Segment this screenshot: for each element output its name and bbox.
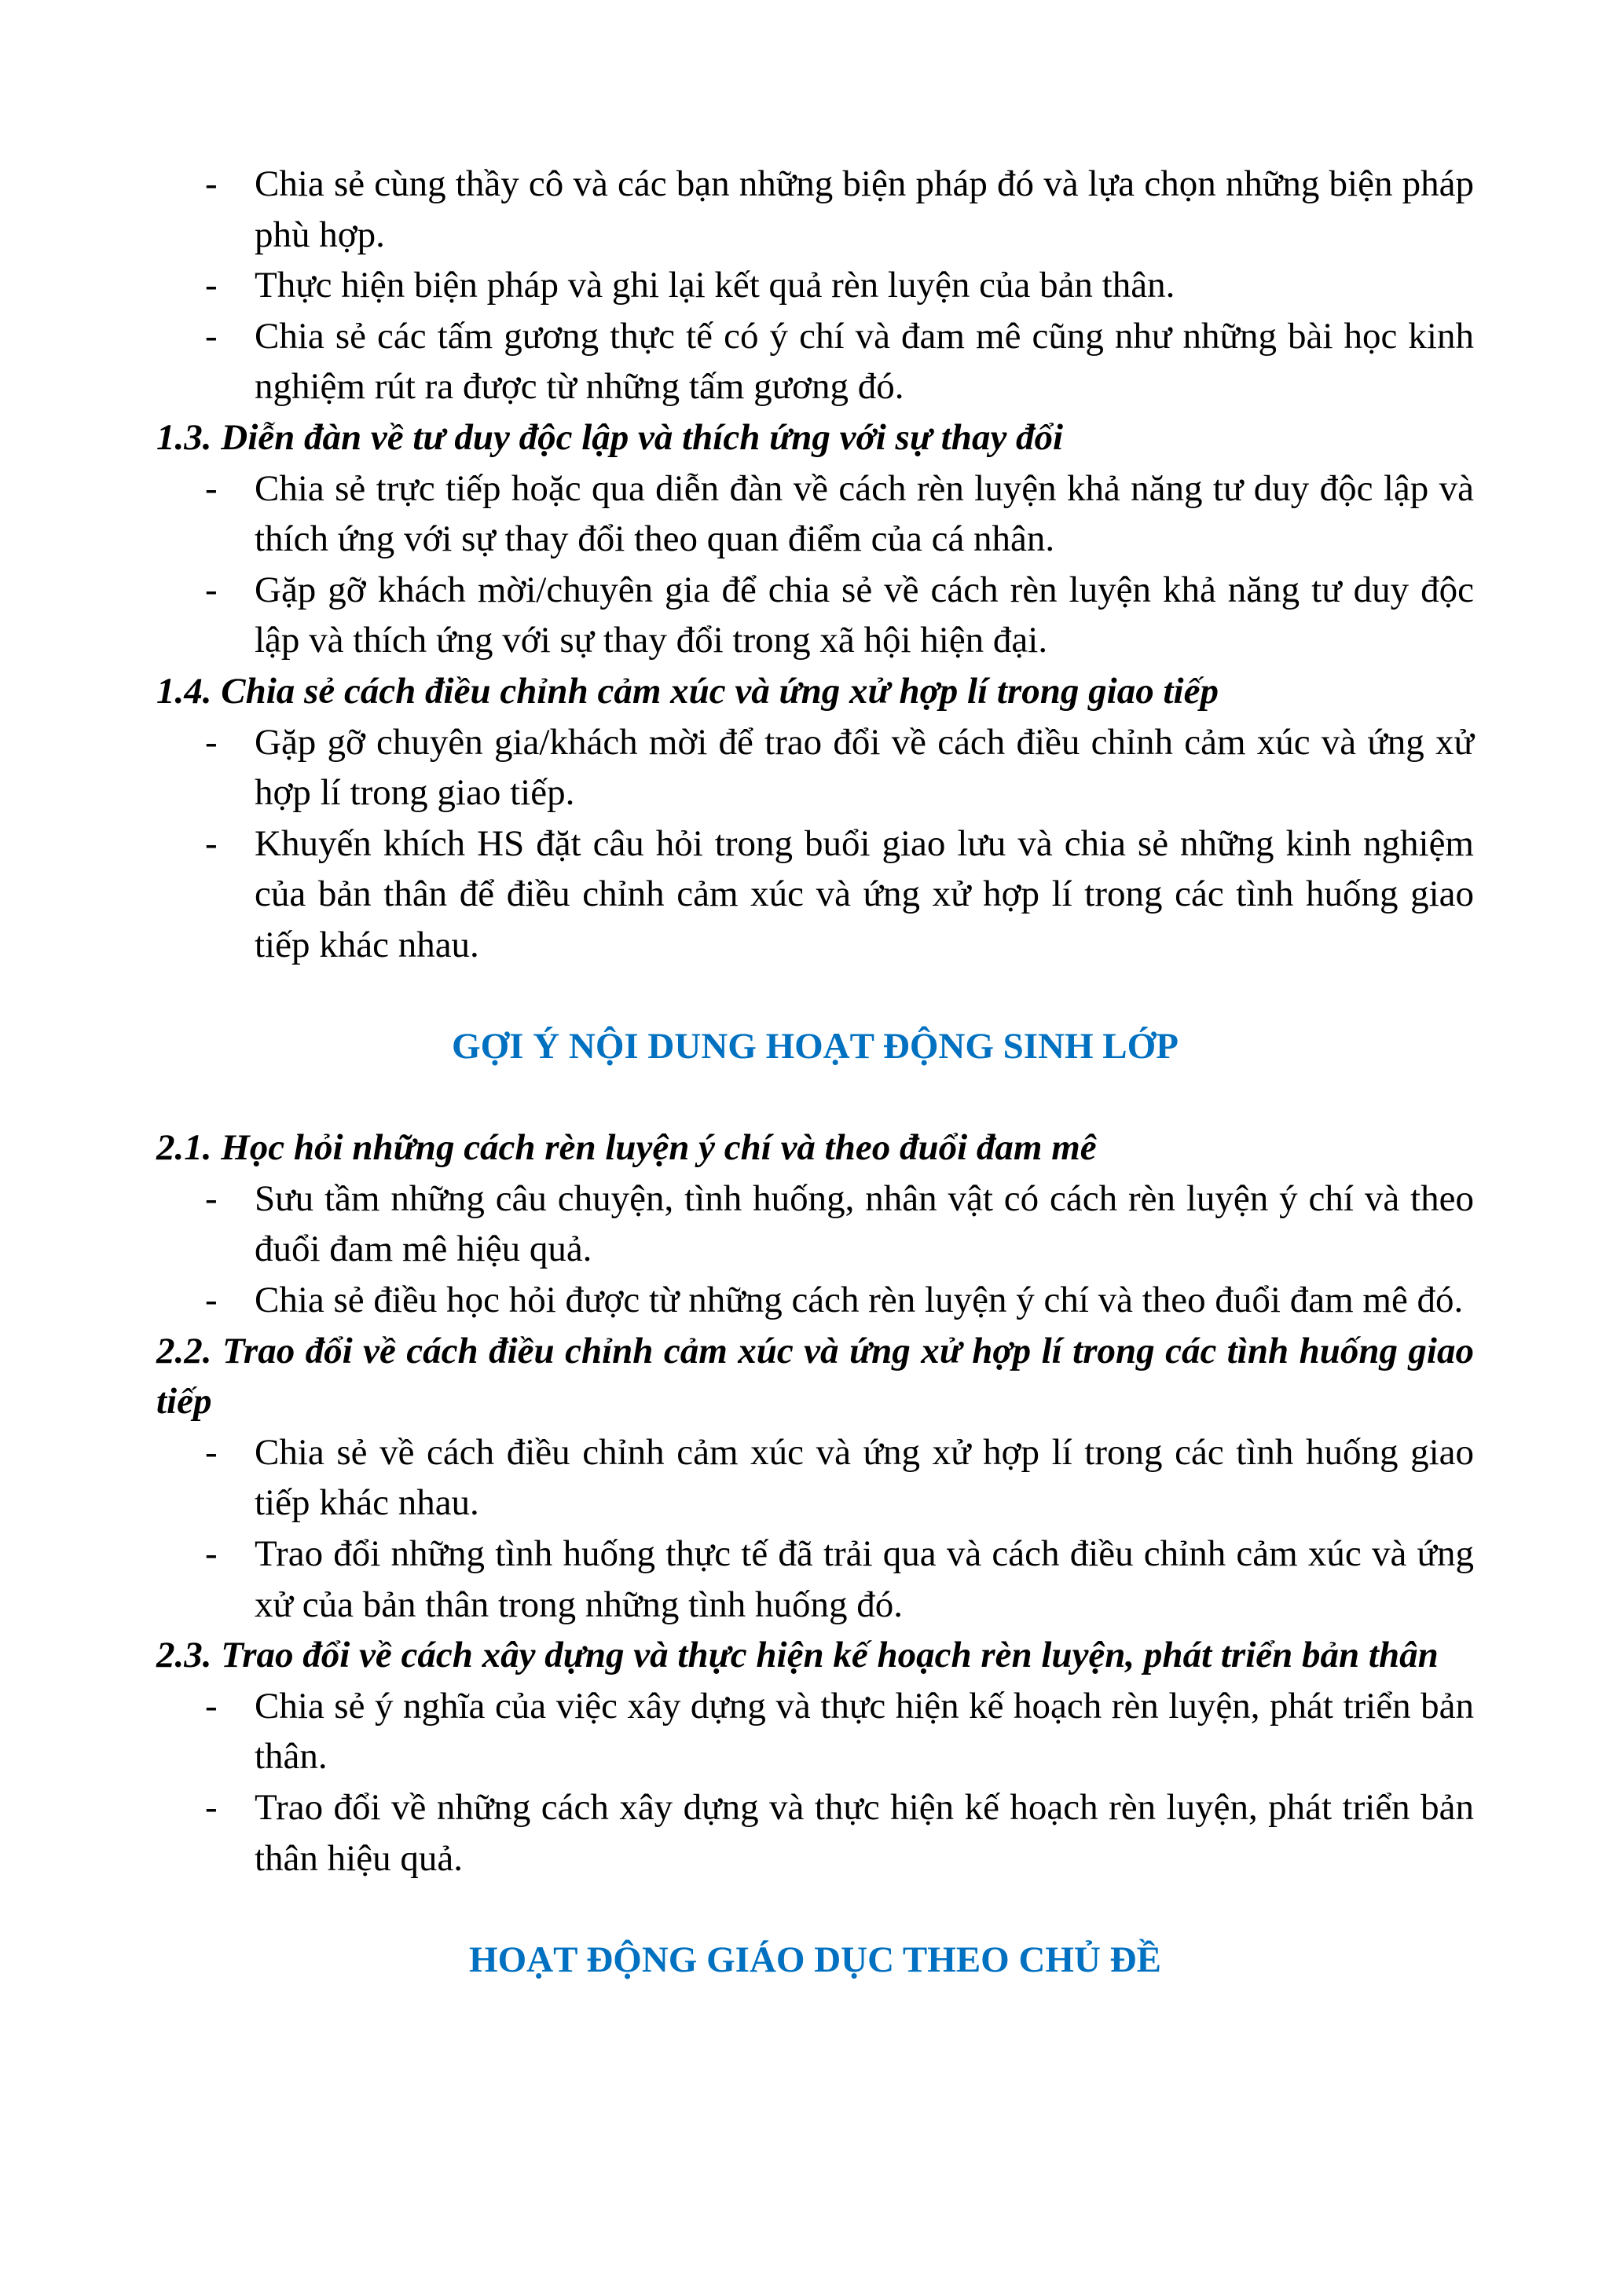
subsection-title: 2.1. Học hỏi những cách rèn luyện ý chí và theo đuổi đam mê [156, 1127, 1097, 1169]
bullet-list [156, 159, 1474, 412]
list-item-text: Chia sẻ cùng thầy cô và các bạn những biện pháp đó và lựa chọn những biện pháp phù hợp. [255, 163, 1474, 255]
bullet-dash: - [205, 1685, 218, 1727]
list-item-text: Chia sẻ trực tiếp hoặc qua diễn đàn về cách rèn luyện khả năng tư duy độc lập và thích ứng với sự thay đổi theo quan điểm của cá nhân. [255, 467, 1474, 560]
bullet-dash: - [205, 569, 218, 610]
bullet-dash: - [205, 1533, 218, 1575]
bullet-list [156, 1427, 1474, 1630]
list-item [156, 1529, 1474, 1630]
bullet-dash: - [205, 1280, 218, 1321]
bullet-list [156, 1174, 1474, 1326]
bullet-dash: - [205, 315, 218, 357]
list-item [156, 311, 1474, 412]
bullet-dash: - [205, 721, 218, 763]
list-item-text: Gặp gỡ chuyên gia/khách mời để trao đổi về cách điều chỉnh cảm xúc và ứng xử hợp lí trong giao tiếp. [255, 721, 1474, 814]
list-item-text: Gặp gỡ khách mời/chuyên gia để chia sẻ về cách rèn luyện khả năng tư duy độc lập và thích ứng với sự thay đổi trong xã hội hiện đại. [255, 569, 1474, 661]
subsection-title: 1.3. Diễn đàn về tư duy độc lập và thích ứng với sự thay đổi [156, 416, 1064, 458]
section-heading: GỢI Ý NỘI DUNG HOẠT ĐỘNG SINH LỚP [452, 1026, 1179, 1067]
list-item [156, 1427, 1474, 1529]
list-item-text: Chia sẻ về cách điều chỉnh cảm xúc và ứng xử hợp lí trong các tình huống giao tiếp khác nhau. [255, 1431, 1474, 1524]
bullet-list [156, 717, 1474, 971]
section-heading: HOẠT ĐỘNG GIÁO DỤC THEO CHỦ ĐỀ [469, 1939, 1161, 1980]
list-item [156, 818, 1474, 971]
list-item [156, 565, 1474, 666]
list-item [156, 1782, 1474, 1884]
bullet-dash: - [205, 822, 218, 864]
list-item [156, 717, 1474, 818]
list-item [156, 1174, 1474, 1275]
list-item [156, 1681, 1474, 1782]
list-item-text: Trao đổi về những cách xây dựng và thực hiện kế hoạch rèn luyện, phát triển bản thân hiệu quả. [255, 1787, 1474, 1879]
list-item-text: Chia sẻ điều học hỏi được từ những cách rèn luyện ý chí và theo đuổi đam mê đó. [255, 1280, 1464, 1321]
bullet-dash: - [205, 467, 218, 509]
list-item-text: Sưu tầm những câu chuyện, tình huống, nhân vật có cách rèn luyện ý chí và theo đuổi đam mê hiệu quả. [255, 1177, 1474, 1270]
list-item-text: Thực hiện biện pháp và ghi lại kết quả rèn luyện của bản thân. [255, 265, 1175, 306]
bullet-dash: - [205, 163, 218, 204]
list-item-text: Chia sẻ ý nghĩa của việc xây dựng và thực hiện kế hoạch rèn luyện, phát triển bản thân. [255, 1685, 1474, 1778]
bullet-dash: - [205, 1431, 218, 1473]
bullet-dash: - [205, 265, 218, 306]
document-page [156, 159, 1474, 2036]
subsection-title: 2.2. Trao đổi về cách điều chỉnh cảm xúc và ứng xử hợp lí trong các tình huống giao tiếp [156, 1330, 1474, 1423]
list-item [156, 260, 1474, 311]
list-item-text: Chia sẻ các tấm gương thực tế có ý chí và đam mê cũng như những bài học kinh nghiệm rút ra được từ những tấm gương đó. [255, 315, 1474, 408]
list-item [156, 1275, 1474, 1326]
list-item-text: Khuyến khích HS đặt câu hỏi trong buổi giao lưu và chia sẻ những kinh nghiệm của bản thân để điều chỉnh cảm xúc và ứng xử hợp lí trong các tình huống giao tiếp khác nhau. [255, 822, 1474, 965]
list-item [156, 463, 1474, 565]
bullet-dash: - [205, 1787, 218, 1828]
subsection-title: 2.3. Trao đổi về cách xây dựng và thực hiện kế hoạch rèn luyện, phát triển bản thân [156, 1635, 1439, 1676]
list-item [156, 159, 1474, 260]
list-item-text: Trao đổi những tình huống thực tế đã trải qua và cách điều chỉnh cảm xúc và ứng xử của bản thân trong những tình huống đó. [255, 1533, 1474, 1625]
bullet-list [156, 463, 1474, 666]
subsection-title: 1.4. Chia sẻ cách điều chỉnh cảm xúc và ứng xử hợp lí trong giao tiếp [156, 670, 1219, 712]
bullet-dash: - [205, 1177, 218, 1219]
bullet-list [156, 1681, 1474, 1884]
